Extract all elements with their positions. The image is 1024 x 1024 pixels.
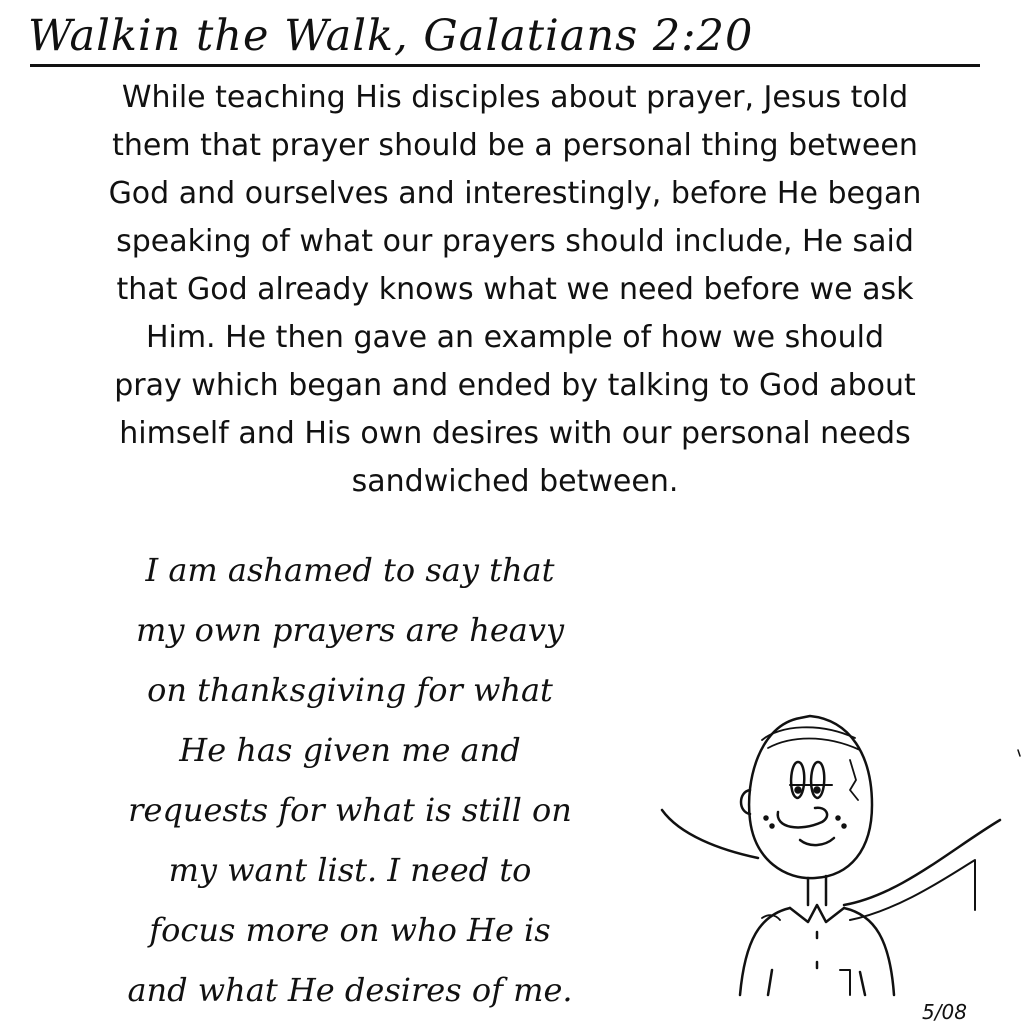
left-leg [768, 970, 772, 995]
title-underline [30, 64, 980, 67]
paragraph-line: Him. He then gave an example of how we should [145, 320, 885, 355]
paragraph-line: speaking of what our prayers should include, He said [116, 224, 914, 259]
collar [790, 905, 844, 922]
paragraph-line: himself and His own desires with our personal needs [119, 416, 911, 451]
speech-line: my own prayers are heavy [135, 611, 565, 649]
page-title: Walkin the Walk, Galatians 2:20 [28, 11, 754, 61]
speech-pointer-line [662, 810, 758, 858]
speech-line: I am ashamed to say that [145, 551, 555, 589]
paragraph-line: them that prayer should be a personal thing between [112, 128, 918, 163]
speech-line: my want list. I need to [168, 851, 532, 889]
date-stamp: 5/08 [922, 1000, 967, 1024]
speech-line: and what He desires of me. [127, 971, 573, 1009]
raised-arm-lower [850, 860, 975, 920]
body-outline [740, 908, 894, 995]
paragraph-line: that God already knows what we need before we ask [116, 272, 914, 307]
inner-leg [840, 970, 850, 995]
mouth [800, 838, 834, 845]
paragraph-line: God and ourselves and interestingly, before He began [108, 176, 922, 211]
paragraph-line: pray which began and ended by talking to God about [114, 368, 916, 403]
head-outline [749, 716, 872, 878]
right-leg [860, 972, 865, 995]
paragraph-line: sandwiched between. [351, 464, 679, 499]
intro-paragraph [40, 74, 990, 506]
nose-outline [778, 808, 827, 828]
speech-line: focus more on who He is [149, 911, 551, 949]
neck [808, 876, 826, 905]
head-scribble [850, 760, 858, 800]
cartoon-figure [650, 700, 1024, 1000]
paragraph-line: While teaching His disciples about prayer, Jesus told [121, 80, 909, 115]
speech-line: on thanksgiving for what [147, 671, 553, 709]
speech-line: He has given me and [179, 731, 521, 769]
speech-text [40, 540, 660, 1020]
speech-line: requests for what is still on [128, 791, 572, 829]
